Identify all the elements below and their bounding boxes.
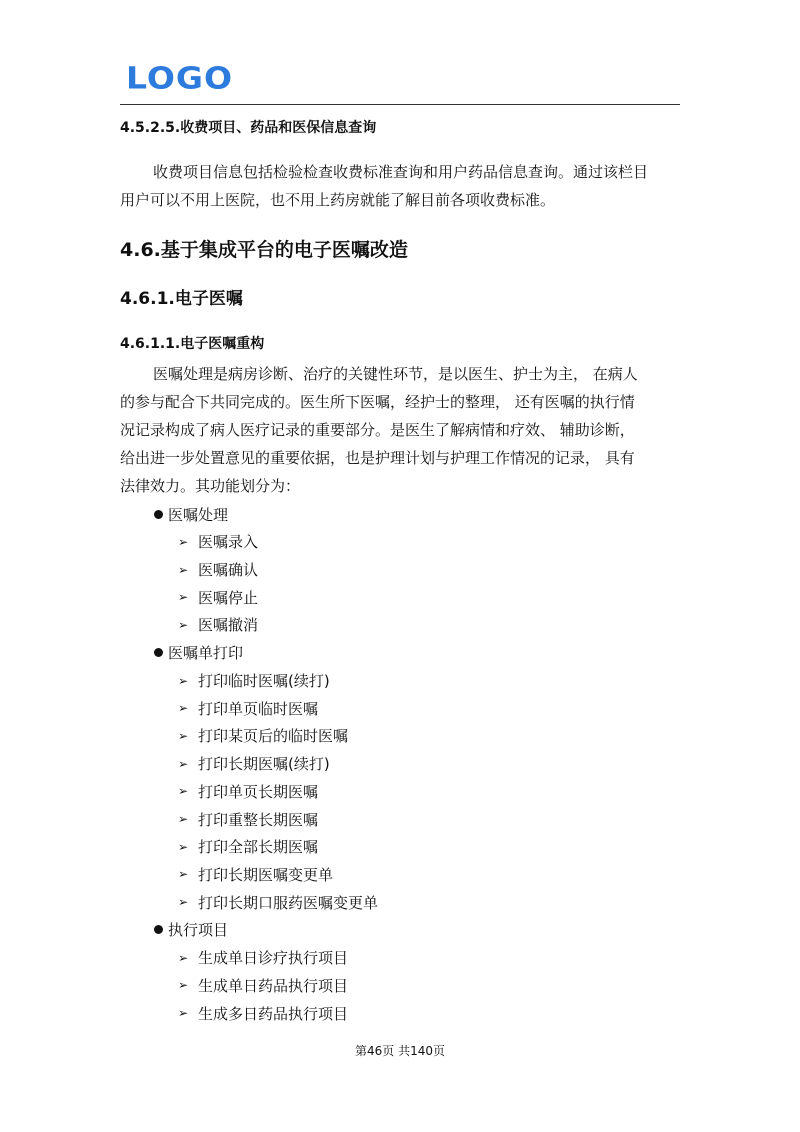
list-item-label: 医嘱撤消: [198, 616, 259, 635]
list-item-label: 打印某页后的临时医嘱: [198, 727, 349, 746]
paragraph-line: 收费项目信息包括检验检查收费标准查询和用户药品信息查询。通过该栏目: [153, 163, 649, 181]
arrow-right-icon: ➢: [178, 617, 189, 632]
page-content: [120, 118, 682, 1027]
page-number: 第46页 共140页: [355, 1044, 445, 1058]
list-item: [120, 556, 682, 584]
list-item-label: 打印临时医嘱(续打): [198, 672, 330, 691]
list-item-label: 打印重整长期医嘱: [198, 810, 319, 829]
list-item: [120, 833, 682, 861]
list-group-label: 医嘱处理: [168, 505, 229, 524]
list-item: [120, 694, 682, 722]
paragraph-line: 医嘱处理是病房诊断、治疗的关键性环节，是以医生、护士为主， 在病人: [153, 365, 638, 383]
list-group: [120, 639, 682, 667]
list-item-label: 生成单日诊疗执行项目: [198, 949, 349, 968]
list-item: [120, 999, 682, 1027]
paragraph-line: 况记录构成了病人医疗记录的重要部分。是医生了解病情和疗效、 辅助诊断，: [120, 421, 635, 439]
arrow-right-icon: ➢: [178, 812, 189, 827]
list-group: [120, 916, 682, 944]
list-item-label: 医嘱停止: [198, 588, 259, 607]
list-group-label: 医嘱单打印: [168, 644, 244, 663]
arrow-right-icon: ➢: [178, 950, 189, 965]
bullet-icon: [154, 648, 163, 657]
list-group: [120, 500, 682, 528]
paragraph-line: 给出进一步处置意见的重要依据，也是护理计划与护理工作情况的记录， 具有: [120, 449, 635, 467]
paragraph-line: 的参与配合下共同完成的。医生所下医嘱，经护士的整理， 还有医嘱的执行情: [120, 393, 635, 411]
list-item: [120, 667, 682, 695]
arrow-right-icon: ➢: [178, 784, 189, 799]
heading-4-6-1-1: 4.6.1.1.电子医嘱重构: [120, 336, 265, 352]
paragraph-charge-query: [120, 158, 682, 214]
arrow-right-icon: ➢: [178, 1006, 189, 1021]
heading-4-6: 4.6.基于集成平台的电子医嘱改造: [120, 239, 408, 261]
list-item: [120, 805, 682, 833]
arrow-right-icon: ➢: [178, 701, 189, 716]
list-item-label: 打印长期医嘱变更单: [198, 865, 334, 884]
arrow-right-icon: ➢: [178, 978, 189, 993]
list-item: [120, 861, 682, 889]
arrow-right-icon: ➢: [178, 728, 189, 743]
header-divider: [120, 104, 680, 105]
arrow-right-icon: ➢: [178, 839, 189, 854]
list-item: [120, 888, 682, 916]
list-item-label: 打印单页临时医嘱: [198, 699, 319, 718]
list-item-label: 生成多日药品执行项目: [198, 1004, 349, 1023]
paragraph-line: 用户可以不用上医院，也不用上药房就能了解目前各项收费标准。: [120, 191, 556, 209]
arrow-right-icon: ➢: [178, 562, 189, 577]
list-item-label: 打印长期口服药医嘱变更单: [198, 893, 379, 912]
arrow-right-icon: ➢: [178, 895, 189, 910]
list-item: [120, 611, 682, 639]
list-item-label: 打印单页长期医嘱: [198, 782, 319, 801]
list-item-label: 医嘱确认: [198, 561, 259, 580]
list-group-label: 执行项目: [168, 921, 229, 940]
heading-4-5-2-5: 4.5.2.5.收费项目、药品和医保信息查询: [120, 120, 377, 136]
arrow-right-icon: ➢: [178, 590, 189, 605]
arrow-right-icon: ➢: [178, 534, 189, 549]
arrow-right-icon: ➢: [178, 867, 189, 882]
heading-4-6-1: 4.6.1.电子医嘱: [120, 289, 243, 309]
function-list: [120, 500, 682, 1027]
list-item: [120, 528, 682, 556]
list-item: [120, 944, 682, 972]
list-item-label: 医嘱录入: [198, 533, 259, 552]
list-item: [120, 972, 682, 1000]
list-item: [120, 778, 682, 806]
arrow-right-icon: ➢: [178, 756, 189, 771]
paragraph-line: 法律效力。其功能划分为：: [120, 477, 301, 495]
list-item-label: 生成单日药品执行项目: [198, 976, 349, 995]
bullet-icon: [154, 510, 163, 519]
list-item-label: 打印长期医嘱(续打): [198, 755, 330, 774]
list-item: [120, 583, 682, 611]
logo: LOGO: [126, 60, 234, 97]
list-item: [120, 750, 682, 778]
list-item: [120, 722, 682, 750]
arrow-right-icon: ➢: [178, 673, 189, 688]
paragraph-order-processing: [120, 360, 682, 500]
bullet-icon: [154, 925, 163, 934]
list-item-label: 打印全部长期医嘱: [198, 838, 319, 857]
